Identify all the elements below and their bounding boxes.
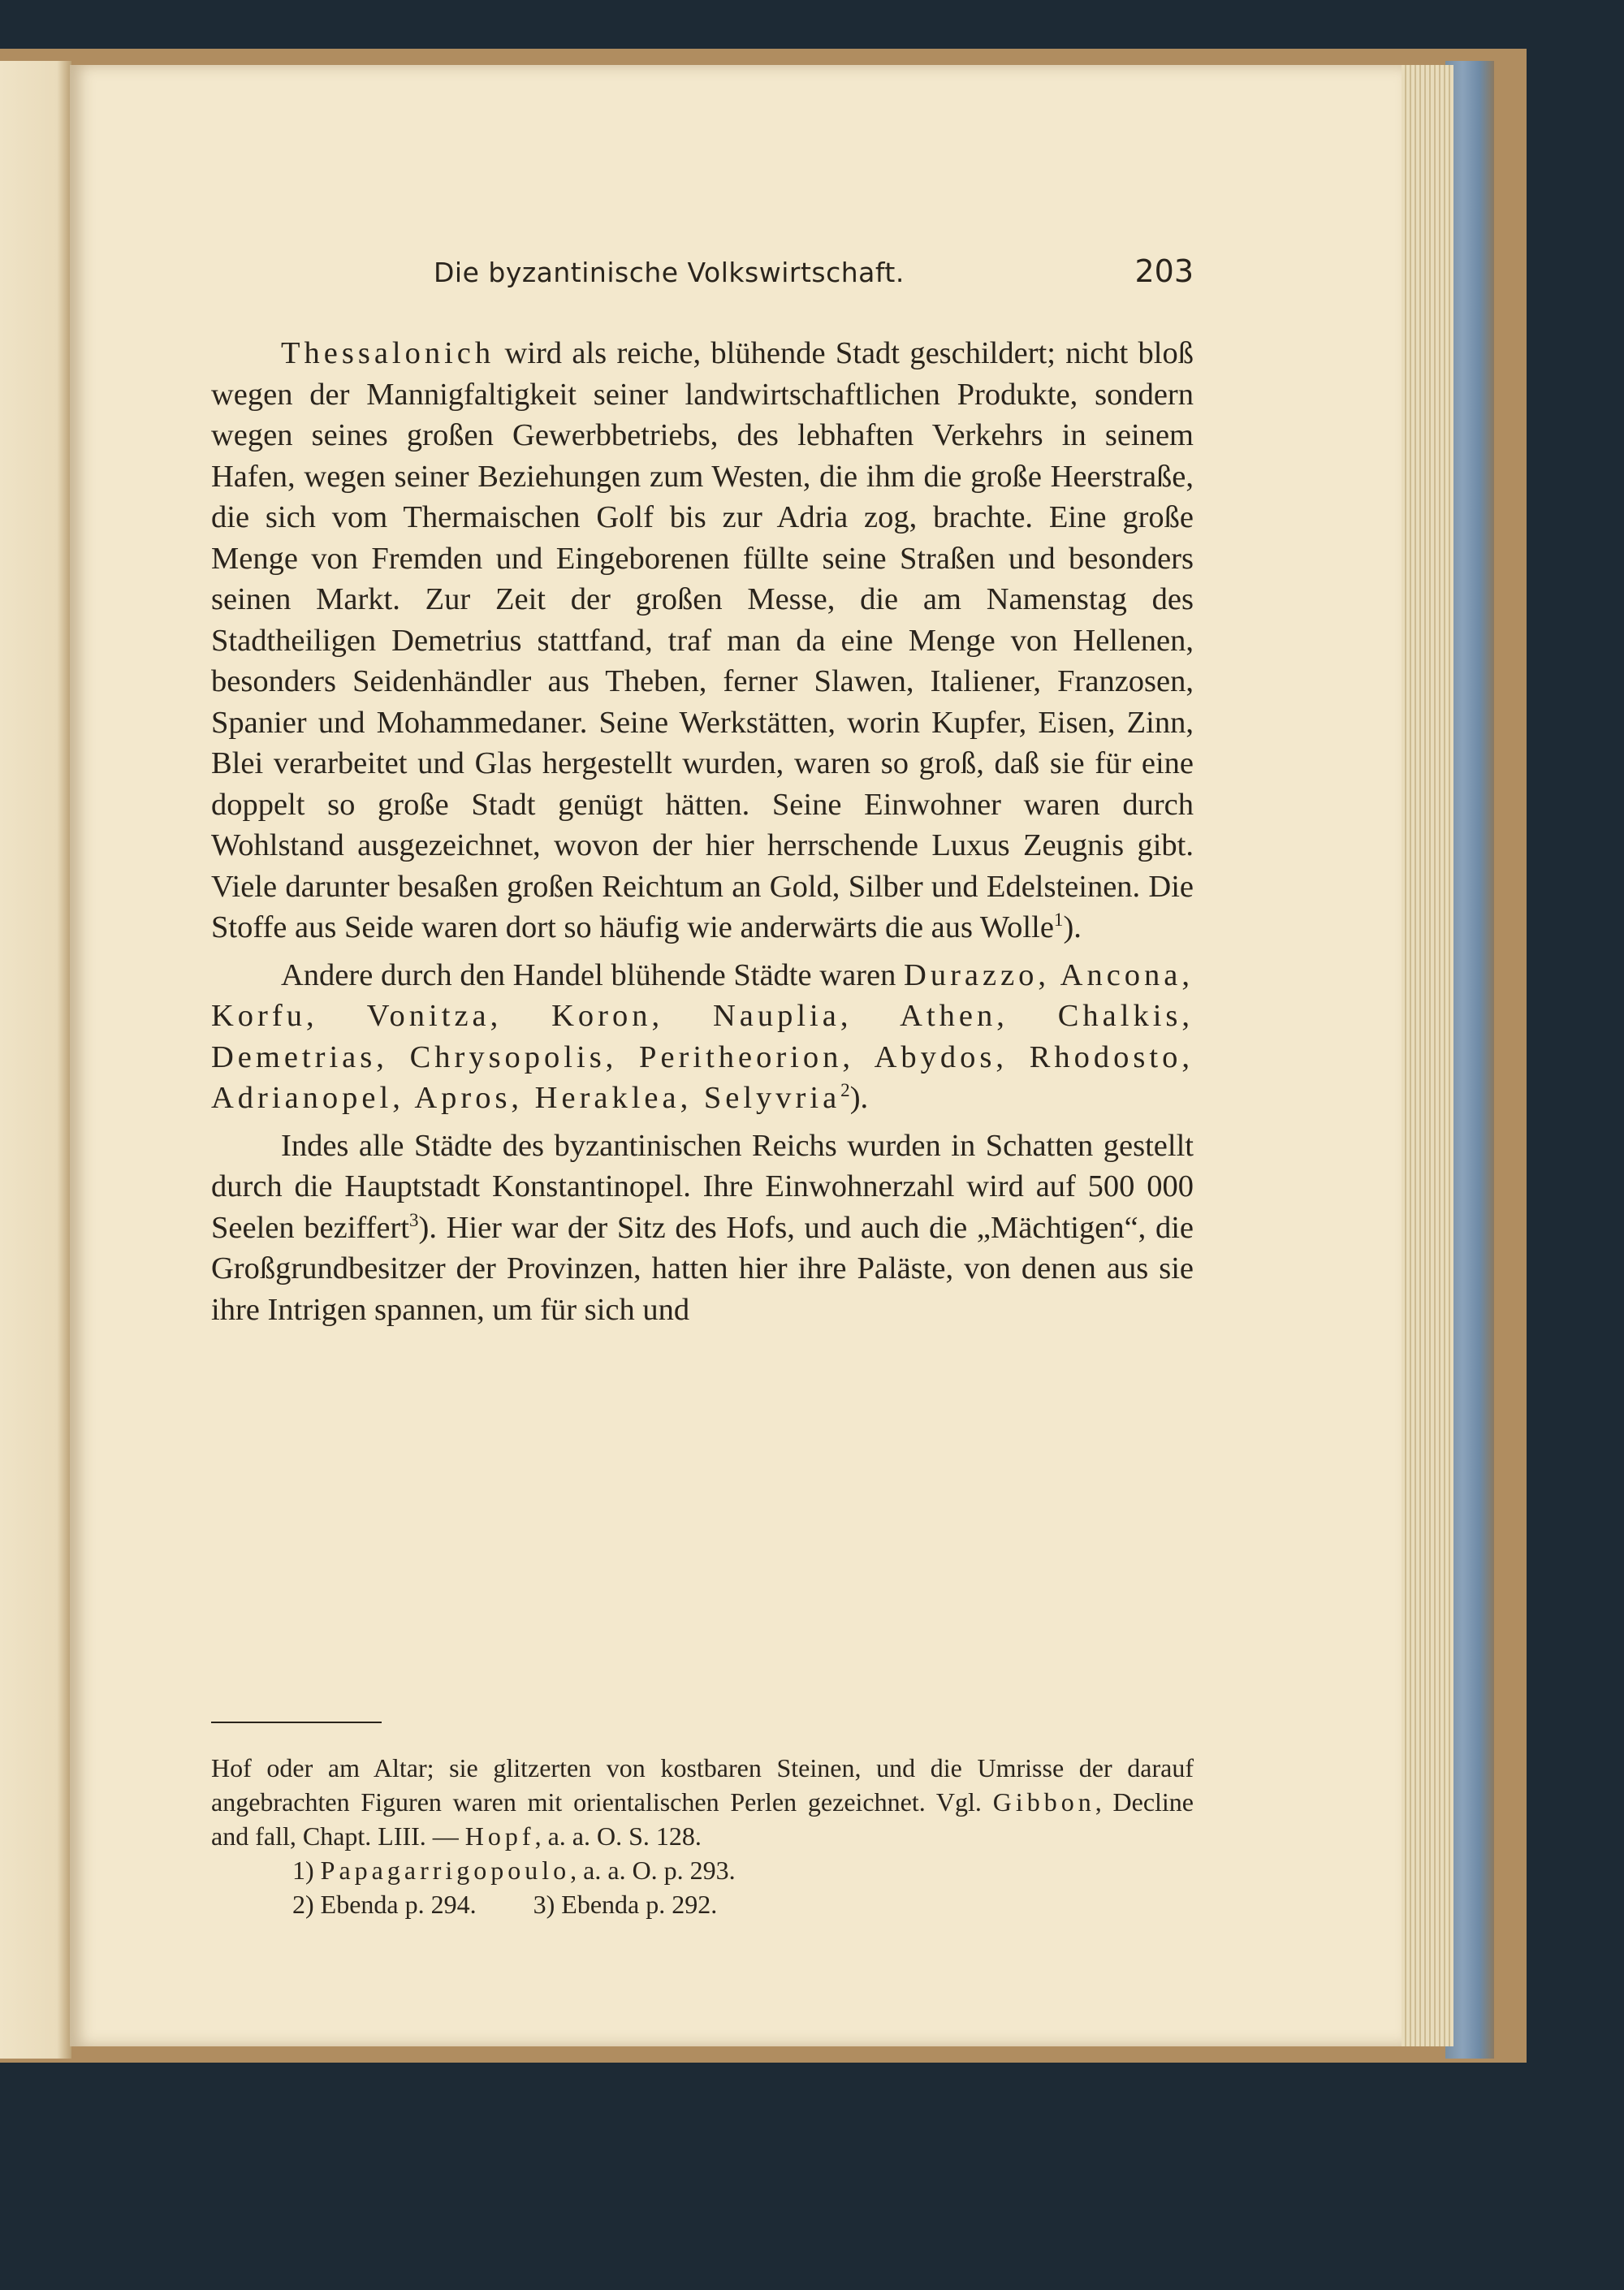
spaced-author: Hopf	[464, 1821, 535, 1851]
footnote-continuation	[211, 1751, 1194, 1853]
footnote-3: 3) Ebenda p. 292.	[533, 1890, 718, 1919]
paragraph-2	[211, 955, 1194, 1119]
spaced-author: Gibbon	[992, 1787, 1095, 1817]
footnote-2-3	[211, 1887, 1194, 1921]
paragraph-text-rest: ). Hier war der Sitz des Hofs, und auch die „Mächtigen“, die Großgrundbesitzer der Provinzen, hatten hier ihre Paläste, von denen aus sie ihre Intrigen spannen, um für sich und	[211, 1210, 1194, 1327]
footnote-ref-1: 1	[1053, 909, 1064, 931]
paragraph-text: Andere durch den Handel blühende Städte waren	[281, 957, 905, 992]
footnote-text: Hof oder am Altar; sie glitzerten von kostbaren Steinen, und die Umrisse der darauf angebrachten Figuren waren mit orientalischen Perlen gezeichnet. Vgl.	[211, 1753, 1194, 1817]
footnote-text: , a. a. O. S. 128.	[534, 1821, 702, 1851]
footnote-text: , a. a. O. p. 293.	[570, 1856, 736, 1885]
paragraph-end: ).	[849, 1081, 869, 1115]
page-stack-edge	[1397, 65, 1453, 2046]
spaced-city-list: Durazzo, Ancona, Korfu, Vonitza, Koron, Nauplia, Athen, Chalkis, Demetrias, Chrysopolis, Peritheorion, Abydos, Rhodosto, Adrianopel, Apros, Heraklea, Selyvria	[211, 957, 1194, 1115]
page-number: 203	[1134, 253, 1194, 289]
running-head: Die byzantinische Volkswirtschaft.	[434, 257, 905, 288]
footnote-rule	[211, 1722, 382, 1723]
footnote-ref-3: 3	[408, 1208, 419, 1230]
footnotes	[211, 1751, 1194, 1921]
book-page	[70, 65, 1402, 2046]
paragraph-3	[211, 1126, 1194, 1331]
page-header	[211, 253, 1194, 305]
footnote-number: 1)	[292, 1856, 314, 1885]
body-text	[211, 333, 1194, 1330]
paragraph-1	[211, 333, 1194, 948]
footnote-text: , Decline and fall, Chapt. LIII. —	[211, 1787, 1194, 1851]
footnote-2: 2) Ebenda p. 294.	[292, 1890, 477, 1919]
spaced-author: Papagarrigopoulo	[320, 1856, 571, 1885]
paragraph-text: wird als reiche, blühende Stadt geschildert; nicht bloß wegen der Mannigfaltigkeit seiner landwirtschaftlichen Produkte, sondern wegen seines großen Gewerbbetriebs, des lebhaften Verkehrs in seinem Hafen, wegen seiner Beziehungen zum Westen, die ihm die große Heerstraße, die sich vom Thermaischen Golf bis zur Adria zog, brachte. Eine große Menge von Fremden und Eingeborenen füllte seine Straßen und besonders seinen Markt. Zur Zeit der großen Messe, die am Namenstag des Stadtheiligen Demetrius stattfand, traf man da eine Menge von Hellenen, besonders Seidenhändler aus Theben, ferner Slawen, Italiener, Franzosen, Spanier und Mohammedaner. Seine Werkstätten, worin Kupfer, Eisen, Zinn, Blei verarbeitet und Glas hergestellt wurden, waren so groß, daß sie für eine doppelt so große Stadt genügt hätten. Seine Einwohner waren durch Wohlstand ausgezeichnet, wovon der hier herrschende Luxus Zeugnis gibt. Viele darunter besaßen großen Reichtum an Gold, Silber und Edelsteinen. Die Stoffe aus Seide waren dort so häufig wie anderwärts die aus Wolle	[211, 336, 1194, 944]
footnote-ref-2: 2	[840, 1079, 850, 1101]
paragraph-text: Indes alle Städte des byzantinischen Reichs wurden in Schatten gestellt durch die Hauptstadt Konstantinopel. Ihre Einwohnerzahl wird auf 500 000 Seelen beziffert	[211, 1128, 1194, 1245]
footnote-1	[211, 1853, 1194, 1887]
spaced-name: Thessalonich	[281, 336, 495, 370]
paragraph-end: ).	[1063, 910, 1082, 944]
facing-page-edge	[0, 61, 71, 2059]
